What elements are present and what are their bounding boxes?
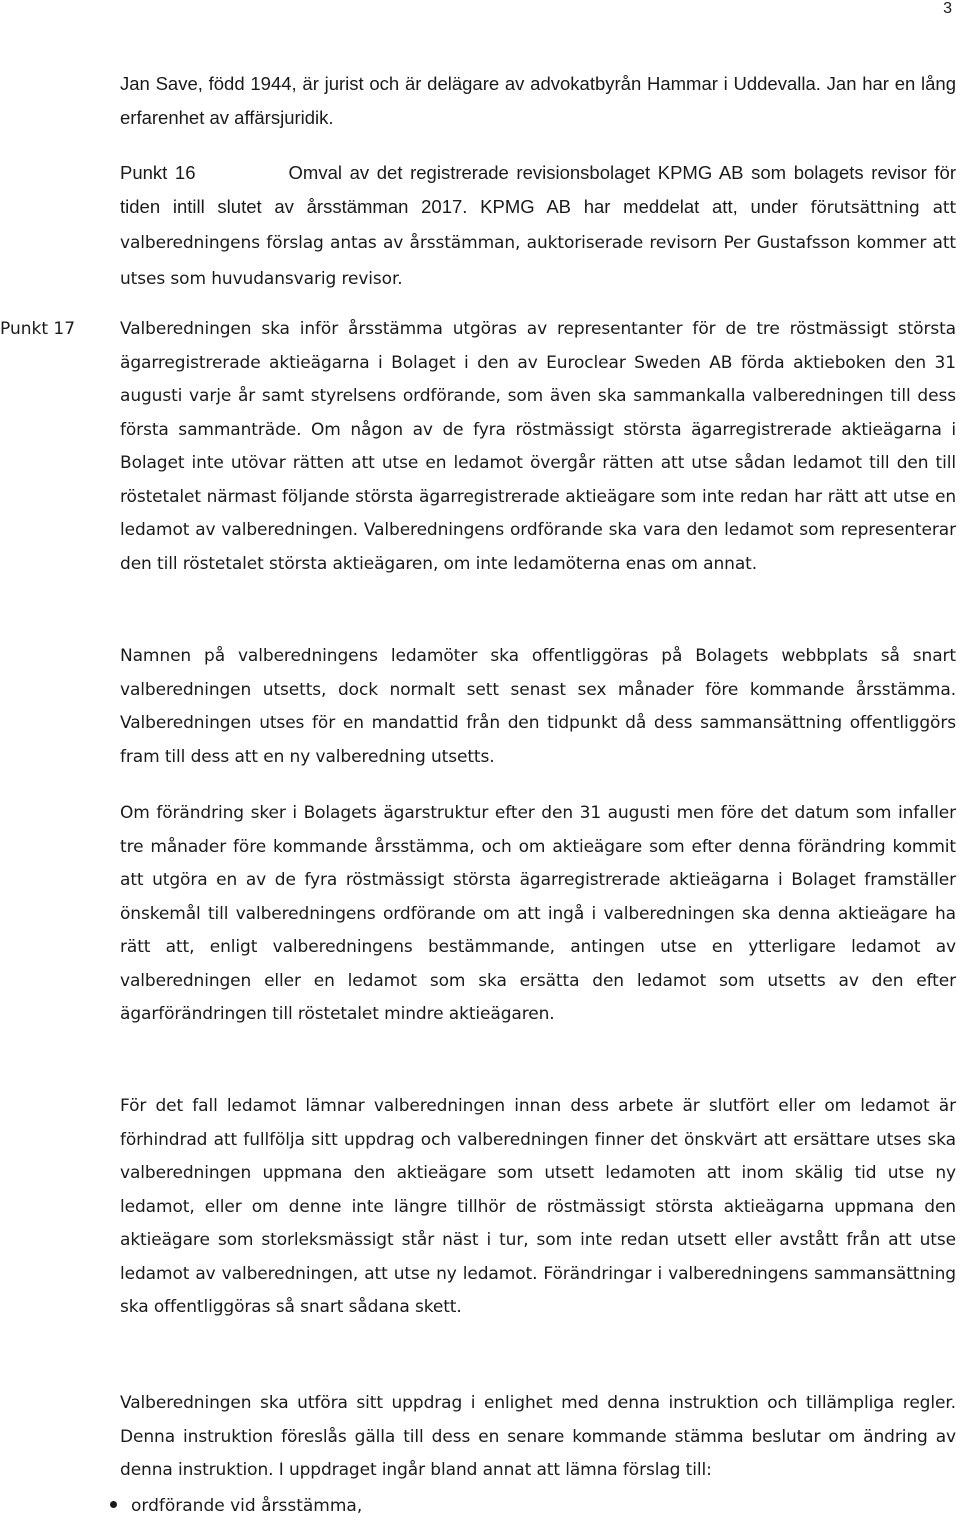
punkt-17-paragraph-5: Valberedningen ska utföra sitt uppdrag i enlighet med denna instruktion och tillämpliga regler. Denna instruktion föreslås gälla till dess en senare kommande stämma beslutar om ändring av denna instruktion. I uppdraget ingår bland annat att lämna förslag till: [120, 1393, 956, 1480]
punkt-17-paragraph-4: För det fall ledamot lämnar valberedningen innan dess arbete är slutfört eller om ledamot är förhindrad att fullfölja sitt uppdrag och valberedningen finner det önskvärt att ersättare utses ska valberedningen uppmana den aktieägare som utsett ledamoten att inom skälig tid utse ny ledamot, eller om denne inte längre tillhör de röstmässigt största aktieägarna uppmana den aktieägare som storleksmässigt står näst i tur, som inte redan utsett eller avstått från att utse ledamot av valberedningen, att utse ny ledamot. Förändringar i valberedningens sammansättning ska offentliggöras så snart sådana skett. [120, 1096, 956, 1317]
punkt-17-label: Punkt 17 [0, 319, 76, 339]
punkt-16-text-arial: Omval av det registrerade revisionsbolaget KPMG AB som bolagets revisor för tiden intill slutet av årsstämman 2017. KPMG AB har meddelat att, under [120, 162, 956, 217]
punkt-17-paragraph-2: Namnen på valberedningens ledamöter ska offentliggöras på Bolagets webbplats så snart valberedningen utsetts, dock normalt sett senast sex månader före kommande årsstämma. Valberedningen utses för en mandattid från den tidpunkt då dess sammansättning offentliggörs fram till dess att en ny valberedning utsetts. [120, 646, 956, 767]
bullet-item [110, 1490, 956, 1524]
bullet-text: ordförande vid årsstämma, [131, 1496, 363, 1516]
bio-paragraph: Jan Save, född 1944, är jurist och är delägare av advokatbyrån Hammar i Uddevalla. Jan har en lång erfarenhet av affärsjuridik. [120, 73, 956, 128]
page-number: 3 [943, 0, 952, 17]
punkt-16-label: Punkt 16 [120, 162, 196, 183]
punkt-16-paragraph [120, 156, 956, 296]
bullet-icon [110, 1501, 117, 1508]
punkt-16-text-calibri: förutsättning att valberedningens förslag antas av årsstämman, auktoriserade revisorn Per Gustafsson kommer att utses som huvudansvarig revisor. [120, 197, 957, 289]
punkt-17-paragraph-3: Om förändring sker i Bolagets ägarstruktur efter den 31 augusti men före det datum som infaller tre månader före kommande årsstämma, och om aktieägare som efter denna förändring kommit att utgöra en av de fyra röstmässigt största ägarregistrerade aktieägarna i Bolaget framställer önskemål till valberedningens ordförande om att ingå i valberedningen ska denna aktieägare ha rätt att, enligt valberedningens bestämmande, antingen utse en ytterligare ledamot av valberedningen eller en ledamot som ska ersätta den ledamot som utsetts av den efter ägarförändringen till röstetalet mindre aktieägaren. [120, 803, 956, 1024]
punkt-17-paragraph-1: Valberedningen ska inför årsstämma utgöras av representanter för de tre röstmässigt största ägarregistrerade aktieägarna i Bolaget i den av Euroclear Sweden AB förda aktieboken den 31 augusti varje år samt styrelsens ordförande, som även ska sammankalla valberedningen till dess första sammanträde. Om någon av de fyra röstmässigt största ägarregistrerade aktieägarna i Bolaget inte utövar rätten att utse en ledamot övergår rätten att utse sådan ledamot till den till röstetalet närmast följande största ägarregistrerade aktieägare som inte redan har rätt att utse en ledamot av valberedningen. Valberedningens ordförande ska vara den ledamot som representerar den till röstetalet största aktieägaren, om inte ledamöterna enas om annat. [120, 319, 956, 574]
